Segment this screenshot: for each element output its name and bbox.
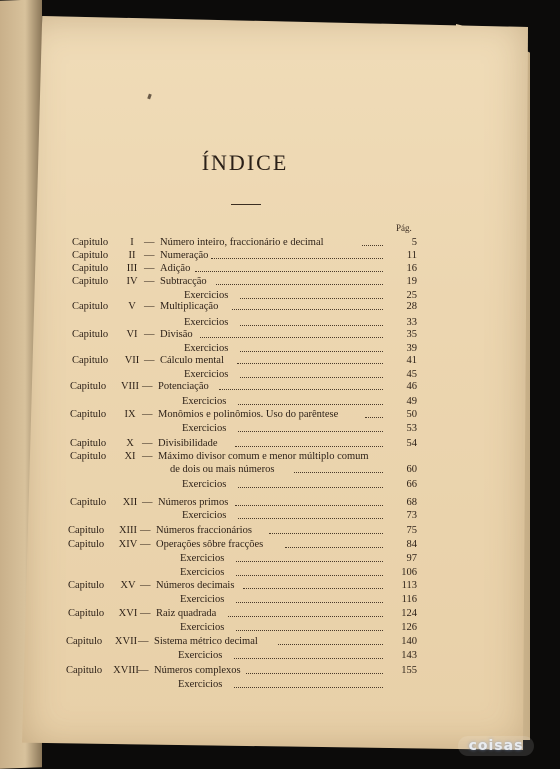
toc-row: [70, 496, 417, 509]
page-number: 11: [406, 250, 417, 261]
dot-leader: [294, 472, 383, 473]
dot-leader: [236, 602, 383, 603]
exercises-label: Exercicios: [178, 650, 223, 661]
dot-leader: [195, 271, 383, 272]
dot-leader: [285, 547, 383, 548]
em-dash: —: [142, 381, 153, 392]
chapter-label: Capitulo: [68, 539, 105, 550]
em-dash: —: [140, 608, 151, 619]
chapter-label: Capitulo: [72, 355, 109, 366]
toc-row: [68, 607, 417, 620]
dot-leader: [228, 616, 383, 617]
toc-row: [72, 236, 417, 249]
dot-leader: [362, 245, 383, 246]
exercises-label: Exercicios: [184, 369, 229, 380]
toc-row: [70, 380, 417, 393]
em-dash: —: [144, 263, 155, 274]
dot-leader: [240, 325, 383, 326]
page-number: 41: [406, 355, 417, 366]
chapter-label: Capitulo: [72, 301, 109, 312]
chapter-number: I: [130, 237, 134, 248]
page-number: 73: [406, 510, 417, 521]
toc-row: [70, 509, 417, 522]
dot-leader: [200, 337, 383, 338]
chapter-title: Divisibilidade: [158, 438, 218, 449]
em-dash: —: [144, 276, 155, 287]
chapter-title: Monômios e polinômios. Uso do parêntese: [158, 409, 339, 420]
chapter-number: IX: [124, 409, 136, 420]
chapter-label: Capitulo: [68, 580, 105, 591]
exercises-label: Exercicios: [180, 594, 225, 605]
toc-row: [66, 678, 417, 691]
em-dash: —: [140, 525, 151, 536]
chapter-number: X: [126, 438, 134, 449]
page-number: 54: [406, 438, 417, 449]
toc-row: [68, 621, 417, 634]
exercises-label: Exercicios: [182, 510, 227, 521]
chapter-label: Capitulo: [70, 381, 107, 392]
chapter-title: Números complexos: [154, 665, 241, 676]
dot-leader: [234, 658, 383, 659]
toc-row: [70, 395, 417, 408]
dot-leader: [235, 446, 383, 447]
chapter-label: Capitulo: [66, 665, 103, 676]
chapter-title: Máximo divisor comum e menor múltiplo comum: [158, 451, 369, 462]
toc-row: [70, 450, 417, 463]
chapter-number: XVI: [118, 608, 138, 619]
em-dash: —: [144, 250, 155, 261]
chapter-title: Cálculo mental: [160, 355, 224, 366]
chapter-label: Capitulo: [68, 608, 105, 619]
dot-leader: [269, 533, 383, 534]
page-number: 45: [406, 369, 417, 380]
chapter-number: II: [128, 250, 136, 261]
chapter-label: Capitulo: [70, 409, 107, 420]
chapter-label: Capitulo: [70, 438, 107, 449]
exercises-label: Exercicios: [180, 622, 225, 633]
exercises-label: Exercicios: [180, 553, 225, 564]
page-number: 84: [406, 539, 417, 550]
chapter-title: Raiz quadrada: [156, 608, 217, 619]
exercises-label: Exercicios: [184, 290, 229, 301]
page-number: 97: [406, 553, 417, 564]
page-number: 28: [406, 301, 417, 312]
toc-row: [72, 328, 417, 341]
toc-row: [70, 463, 417, 476]
chapter-number: IV: [126, 276, 138, 287]
chapter-title: Números fraccionários: [156, 525, 252, 536]
page-number: 49: [406, 396, 417, 407]
exercises-label: Exercicios: [184, 343, 229, 354]
page-number: 116: [401, 594, 417, 605]
toc-row: [68, 552, 417, 565]
toc-row: [72, 354, 417, 367]
dot-leader: [237, 363, 383, 364]
toc-row: [70, 408, 417, 421]
exercises-label: Exercicios: [182, 396, 227, 407]
em-dash: —: [142, 438, 153, 449]
em-dash: —: [144, 301, 155, 312]
exercises-label: Exercicios: [178, 679, 223, 690]
page-number: 155: [401, 665, 417, 676]
exercises-label: Exercicios: [182, 423, 227, 434]
dot-leader: [365, 417, 383, 418]
em-dash: —: [144, 237, 155, 248]
chapter-title: Potenciação: [158, 381, 209, 392]
page-number: 66: [406, 479, 417, 490]
page-number: 68: [406, 497, 417, 508]
page-number: 126: [401, 622, 417, 633]
em-dash: —: [138, 636, 149, 647]
page-number: 124: [401, 608, 417, 619]
page-number: 143: [401, 650, 417, 661]
em-dash: —: [138, 665, 149, 676]
toc-row: [70, 478, 417, 491]
dot-leader: [211, 258, 383, 259]
toc-row: [72, 275, 417, 288]
chapter-number: XV: [120, 580, 136, 591]
exercises-label: de dois ou mais números: [170, 464, 275, 475]
dot-leader: [243, 588, 383, 589]
toc-row: [70, 422, 417, 435]
page-number: 16: [406, 263, 417, 274]
toc-row: [66, 635, 417, 648]
watermark-logo: coisas: [458, 736, 534, 756]
toc-row: [68, 579, 417, 592]
chapter-title: Subtracção: [160, 276, 207, 287]
chapter-number: XIII: [118, 525, 138, 536]
page-number: 35: [406, 329, 417, 340]
index-title: ÍNDICE: [201, 150, 289, 175]
em-dash: —: [142, 497, 153, 508]
dot-leader: [236, 630, 383, 631]
chapter-title: Adição: [160, 263, 191, 274]
chapter-label: Capitulo: [70, 451, 107, 462]
toc-row: [68, 524, 417, 537]
page-number: 5: [411, 237, 417, 248]
page-number: 39: [406, 343, 417, 354]
chapter-title: Sistema métrico decimal: [154, 636, 258, 647]
page-number: 106: [401, 567, 417, 578]
chapter-title: Número inteiro, fraccionário e decimal: [160, 237, 324, 248]
chapter-label: Capitulo: [72, 329, 109, 340]
toc-row: [66, 664, 417, 677]
page-number: 19: [406, 276, 417, 287]
page-number: 60: [406, 464, 417, 475]
chapter-label: Capitulo: [72, 263, 109, 274]
chapter-number: XIV: [118, 539, 138, 550]
toc-row: [66, 649, 417, 662]
em-dash: —: [142, 409, 153, 420]
exercises-label: Exercicios: [182, 479, 227, 490]
chapter-label: Capitulo: [72, 237, 109, 248]
chapter-number: V: [128, 301, 136, 312]
exercises-label: Exercicios: [180, 567, 225, 578]
toc-row: [72, 249, 417, 262]
dot-leader: [278, 644, 383, 645]
dot-leader: [235, 505, 383, 506]
chapter-number: VIII: [120, 381, 140, 392]
page-number: 140: [401, 636, 417, 647]
chapter-label: Capitulo: [70, 497, 107, 508]
page-column-header: Pág.: [396, 223, 412, 233]
page-number: 33: [406, 317, 417, 328]
dot-leader: [238, 487, 383, 488]
chapter-number: VII: [124, 355, 140, 366]
dot-leader: [238, 431, 383, 432]
chapter-title: Multiplicação: [160, 301, 219, 312]
dot-leader: [216, 284, 383, 285]
chapter-number: III: [126, 263, 138, 274]
chapter-label: Capitulo: [66, 636, 103, 647]
dot-leader: [236, 561, 383, 562]
chapter-number: XVII: [114, 636, 138, 647]
chapter-label: Capitulo: [68, 525, 105, 536]
dot-leader: [219, 389, 383, 390]
dot-leader: [238, 404, 383, 405]
chapter-title: Números primos: [158, 497, 229, 508]
dot-leader: [246, 673, 383, 674]
exercises-label: Exercicios: [184, 317, 229, 328]
chapter-number: XVIII: [113, 665, 139, 676]
chapter-title: Divisão: [160, 329, 193, 340]
page-number: 75: [406, 525, 417, 536]
page-number: 53: [406, 423, 417, 434]
toc-row: [70, 437, 417, 450]
chapter-label: Capitulo: [72, 276, 109, 287]
page-number: 25: [406, 290, 417, 301]
toc-row: [72, 262, 417, 275]
toc-row: [68, 593, 417, 606]
chapter-number: XII: [122, 497, 138, 508]
em-dash: —: [140, 580, 151, 591]
dot-leader: [240, 351, 383, 352]
toc-row: [68, 566, 417, 579]
page-number: 50: [406, 409, 417, 420]
chapter-number: XI: [124, 451, 136, 462]
page-number: 113: [401, 580, 417, 591]
dot-leader: [238, 518, 383, 519]
dot-leader: [232, 309, 383, 310]
dot-leader: [236, 575, 383, 576]
page-number: 46: [406, 381, 417, 392]
chapter-title: Numeração: [160, 250, 209, 261]
toc-row: [72, 300, 417, 313]
dot-leader: [240, 298, 383, 299]
chapter-title: Operações sôbre fracções: [156, 539, 264, 550]
chapter-number: VI: [126, 329, 138, 340]
em-dash: —: [142, 451, 153, 462]
em-dash: —: [144, 329, 155, 340]
chapter-label: Capitulo: [72, 250, 109, 261]
chapter-title: Números decimais: [156, 580, 235, 591]
toc-row: [68, 538, 417, 551]
em-dash: —: [140, 539, 151, 550]
dot-leader: [234, 687, 383, 688]
em-dash: —: [144, 355, 155, 366]
dot-leader: [240, 377, 383, 378]
